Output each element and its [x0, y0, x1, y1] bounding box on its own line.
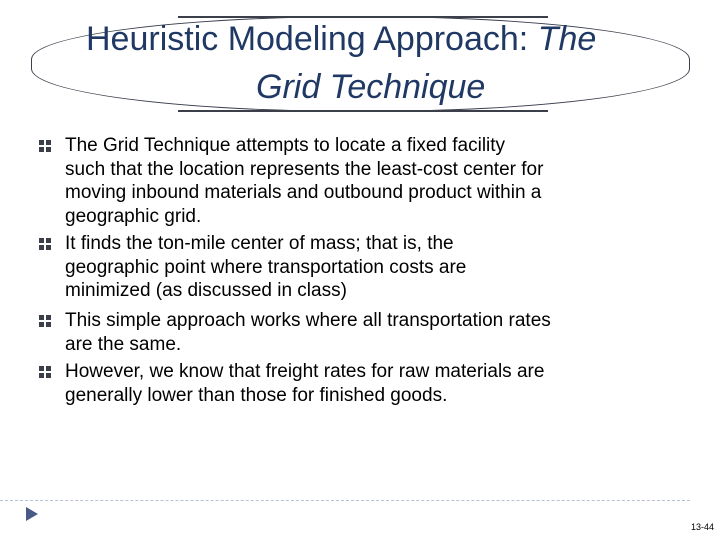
bullet-marker-icon [38, 237, 52, 251]
bullet-marker-icon [38, 365, 52, 379]
bullet-text [65, 134, 695, 228]
bullet-line: It finds the ton-mile center of mass; that is, the [65, 233, 454, 254]
bullet-line: moving inbound materials and outbound product within a [65, 182, 542, 203]
bullet-line: geographic grid. [65, 205, 202, 227]
bullet-line: This simple approach works where all transportation rates [65, 310, 551, 331]
bullet-line: The Grid Technique attempts to locate a fixed facility [65, 135, 506, 156]
bullet-marker-icon [38, 139, 52, 153]
page-number: 13-44 [690, 522, 714, 532]
title-bottom-rule [178, 110, 548, 112]
bullet-line: minimized (as discussed in class) [65, 280, 347, 301]
slide-title-plain: Heuristic Modeling Approach: [86, 20, 538, 58]
slide-title-line-2 [256, 70, 485, 104]
bullet-text [65, 232, 695, 303]
slide-title-line-2-text: Grid Technique [256, 68, 486, 106]
footer-divider [0, 500, 690, 501]
bullet-text [65, 360, 695, 407]
bullet-line: However, we know that freight rates for raw materials are [65, 361, 545, 382]
bullet-line: are the same. [65, 333, 182, 355]
bullet-marker-icon [38, 314, 52, 328]
bullet-line: such that the location represents the least-cost center for [65, 158, 544, 180]
triangle-right-icon[interactable] [25, 506, 39, 522]
bullet-text [65, 309, 695, 356]
bullet-line: geographic point where transportation costs are [65, 256, 467, 278]
slide-title-line-1 [86, 22, 596, 56]
title-top-rule [178, 16, 548, 18]
bullet-line: generally lower than those for finished goods. [65, 384, 448, 406]
slide-title-italic: The [537, 20, 597, 58]
